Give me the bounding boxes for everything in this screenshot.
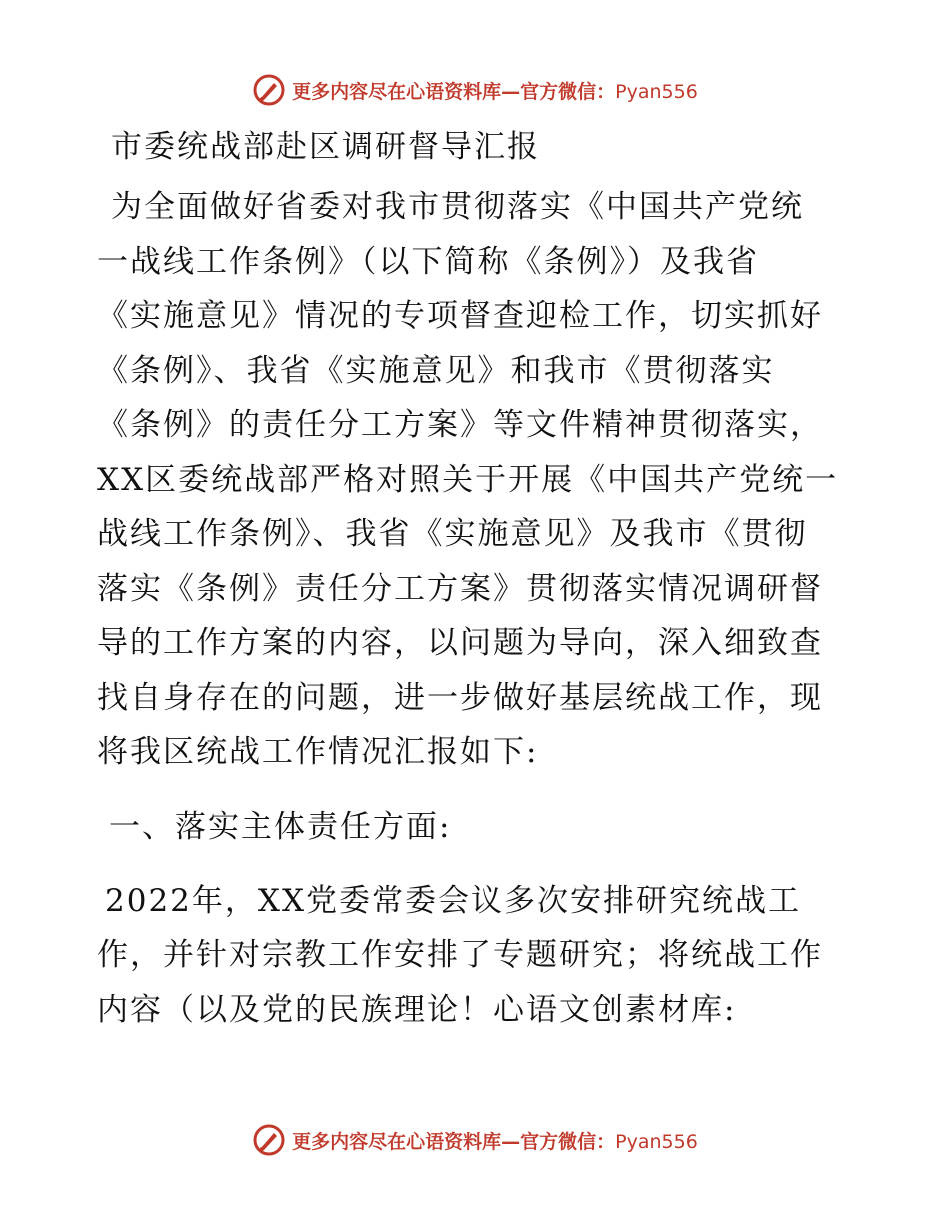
section1-line: 内容（以及党的民族理论！心语文创素材库: <box>97 991 737 1028</box>
section1-line: 2022年，XX党委常委会议多次安排研究统战工 <box>105 882 802 919</box>
intro-line: 将我区统战工作情况汇报如下: <box>97 734 539 770</box>
intro-line: 为全面做好省委对我市贯彻落实《中国共产党统 <box>111 189 804 225</box>
pen-logo-icon <box>252 1123 286 1157</box>
document-body <box>97 120 857 1037</box>
intro-line: 落实《条例》责任分工方案》贯彻落实情况调研督 <box>97 570 823 607</box>
intro-line: 《实施意见》情况的专项督查迎检工作，切实抓好 <box>97 298 823 334</box>
pen-logo-icon <box>252 73 286 107</box>
intro-line: 《条例》的责任分工方案》等文件精神贯彻落实， <box>97 407 823 443</box>
intro-paragraph <box>97 180 857 780</box>
intro-line: 导的工作方案的内容，以问题为导向，深入细致查 <box>97 625 823 661</box>
watermark-text: 更多内容尽在心语资料库—官方微信：Pyan556 <box>292 1130 698 1153</box>
section-heading-1: 一、落实主体责任方面: <box>109 808 452 845</box>
intro-line: 找自身存在的问题，进一步做好基层统战工作，现 <box>97 679 823 716</box>
watermark-text: 更多内容尽在心语资料库—官方微信：Pyan556 <box>292 80 698 103</box>
section1-line: 作，并针对宗教工作安排了专题研究；将统战工作 <box>97 937 823 973</box>
document-title: 市委统战部赴区调研督导汇报 <box>111 129 540 165</box>
watermark-banner-bottom <box>0 1120 950 1160</box>
intro-line: 一战线工作条例》（以下简称《条例》）及我省 <box>97 243 759 280</box>
watermark-banner-top <box>0 70 950 110</box>
intro-line: 战线工作条例》、我省《实施意见》及我市《贯彻 <box>97 516 808 552</box>
intro-line: 《条例》、我省《实施意见》和我市《贯彻落实 <box>97 352 775 389</box>
section1-paragraph <box>97 874 857 1038</box>
intro-line: XX区委统战部严格对照关于开展《中国共产党统一 <box>97 461 839 498</box>
